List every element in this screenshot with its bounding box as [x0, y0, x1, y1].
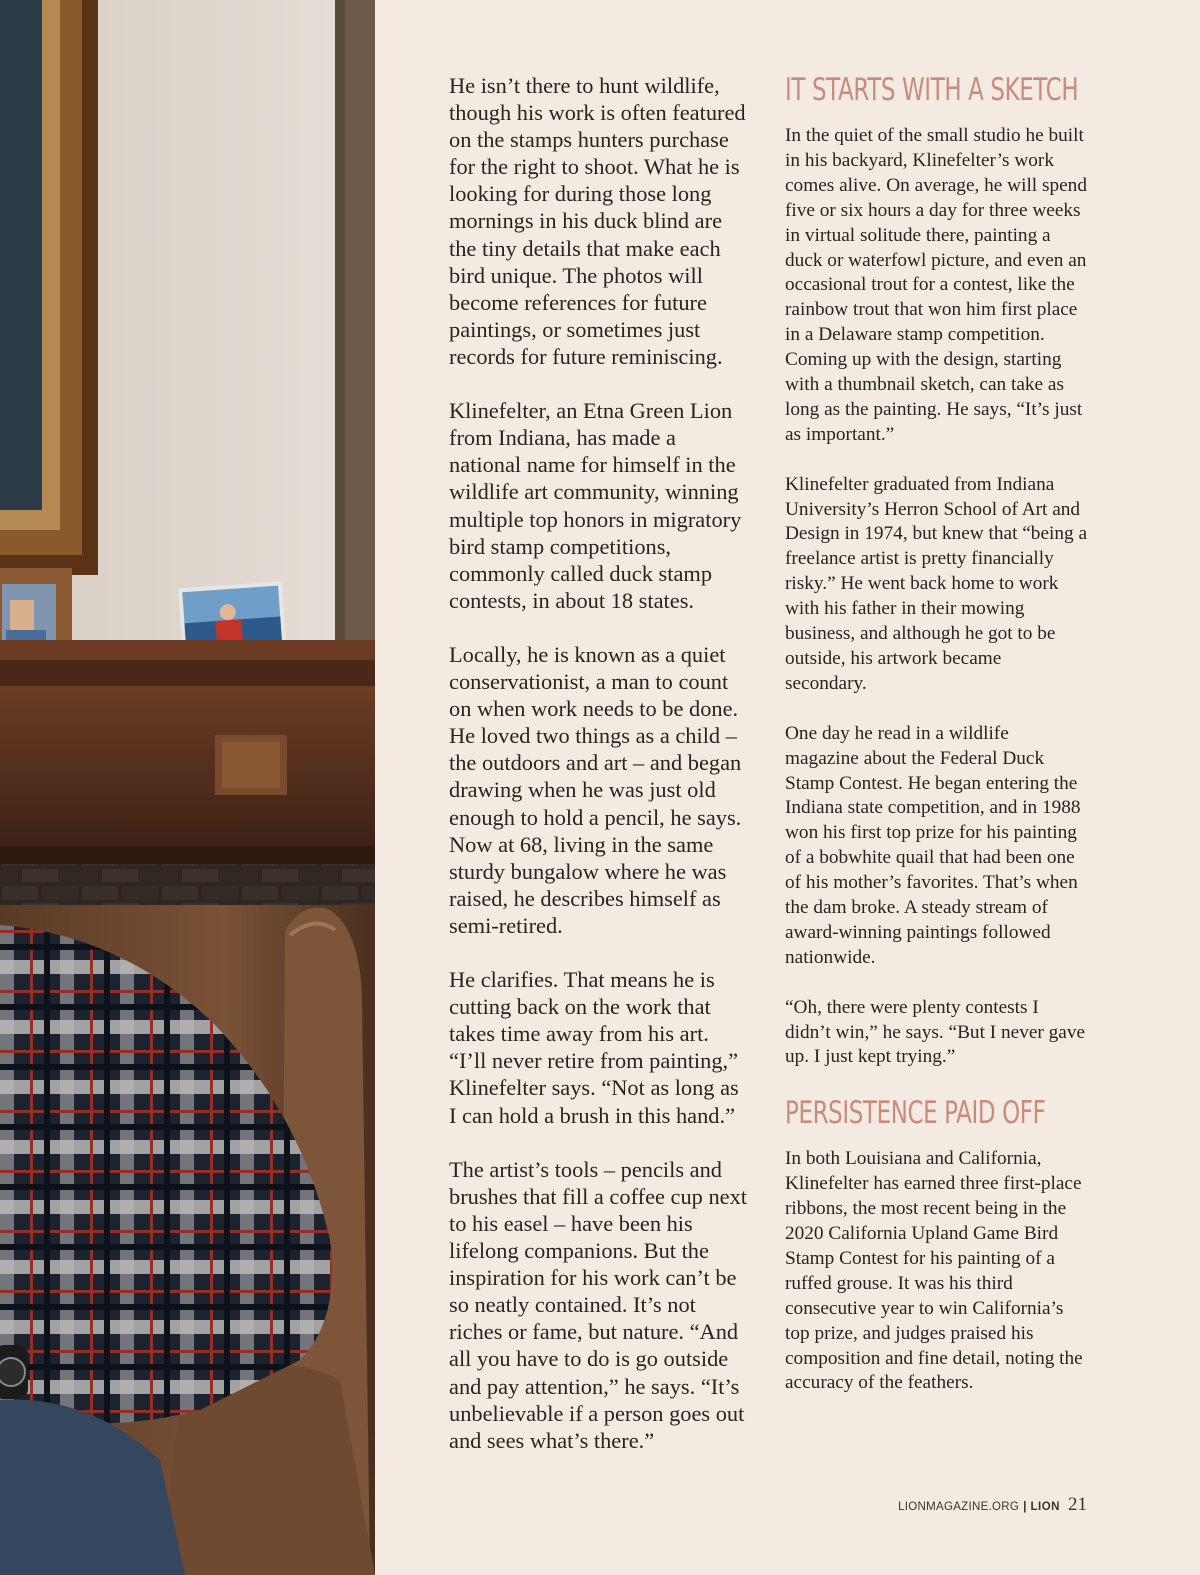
paragraph: He isn’t there to hunt wildlife, though his work is often featured on the stamps hunters purchase for the right to shoot. What he is looking for during those long mornings in his duck blind are the tiny details that make each bird unique. The photos will become references for future paintings, or sometimes just records for future reminiscing. — [449, 73, 746, 369]
footer-separator: | — [1023, 1499, 1027, 1513]
footer-site: LIONMAGAZINE.ORG — [898, 1501, 1020, 1513]
page-number: 21 — [1068, 1494, 1087, 1515]
article-photo — [0, 0, 375, 1575]
paragraph: Klinefelter graduated from Indiana University’s Herron School of Art and Design in 1974, but knew that “being a freelance artist is pretty financially risky.” He went back home to work with his father in their mowing business, and although he got to be outside, his artwork became secondary. — [785, 473, 1088, 694]
paragraph: Klinefelter, an Etna Green Lion from Indiana, has made a national name for himself in the wildlife art community, winning multiple top honors in migratory bird stamp competitions, commonly called duck stamp contests, in about 18 states. — [449, 398, 742, 613]
article-column-left — [449, 72, 749, 1481]
photo-illustration — [0, 0, 375, 1575]
paragraph: He clarifies. That means he is cutting back on the work that takes time away from his art. “I’ll never retire from painting,” Klinefelter says. “Not as long as I can hold a brush in this hand.” — [449, 967, 739, 1128]
footer-magazine-name: LION — [1030, 1501, 1060, 1513]
paragraph: In both Louisiana and California, Klinefelter has earned three first-place ribbons, the most recent being in the 2020 California Upland Game Bird Stamp Contest for his painting of a ruffed grouse. It was his third consecutive year to win California’s top prize, and judges praised his composition and fine detail, noting the accuracy of the feathers. — [785, 1148, 1083, 1394]
paragraph: In the quiet of the small studio he built in his backyard, Klinefelter’s work comes alive. On average, he will spend five or six hours a day for three weeks in virtual solitude there, painting a duck or waterfowl picture, and even an occasional trout for a contest, like the rainbow trout that won him first place in a Delaware stamp competition. Coming up with the design, starting with a thumbnail sketch, can take as long as the painting. He says, “It’s just as important.” — [785, 125, 1087, 445]
paragraph: The artist’s tools – pencils and brushes that fill a coffee cup next to his easel – have been his lifelong companions. But the inspiration for his work can’t be so neatly contained. It’s not riches or fame, but nature. “And all you have to do is go outside and pay attention,” he says. “It’s unbelievable if a person goes out and sees what’s there.” — [449, 1156, 748, 1453]
paragraph: “Oh, there were plenty contests I didn’t win,” he says. “But I never gave up. I just kept trying.” — [785, 996, 1086, 1068]
paragraph: One day he read in a wildlife magazine about the Federal Duck Stamp Contest. He began entering the Indiana state competition, and in 1988 won his first top prize for his painting of a bobwhite quail that had been one of his mother’s favorites. That’s when the dam broke. A steady stream of award-winning paintings followed nationwide. — [785, 722, 1081, 968]
article-column-right — [785, 72, 1087, 1396]
section-heading-sketch: IT STARTS WITH A SKETCH — [785, 72, 1079, 108]
page-footer — [898, 1494, 1087, 1516]
paragraph: Locally, he is known as a quiet conservationist, a man to count on when work needs to be done. He loved two things as a child – the outdoors and art – and began drawing when he was just old enough to hold a pencil, he says. Now at 68, living in the same sturdy bungalow where he was raised, he describes himself as semi-retired. — [449, 641, 742, 938]
section-heading-persistence: PERSISTENCE PAID OFF — [785, 1095, 1046, 1132]
